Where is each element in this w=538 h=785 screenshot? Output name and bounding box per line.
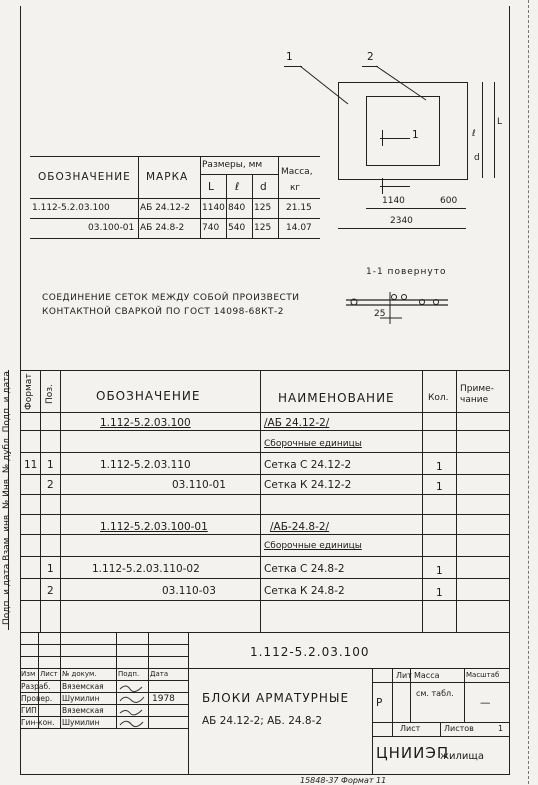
sheets-label: Листов — [444, 724, 474, 733]
col-note: Приме-чание — [460, 384, 494, 405]
sheet-edge — [528, 0, 529, 784]
scale-label: Масштаб — [466, 671, 500, 679]
title-line-2: АБ 24.12-2; АБ. 24.8-2 — [202, 715, 323, 727]
doc-number: 1.112-5.2.03.100 — [250, 645, 370, 659]
lit-value: Р — [376, 697, 383, 709]
note-line-2: КОНТАКТНОЙ СВАРКОЙ ПО ГОСТ 14098-68КТ-2 — [42, 307, 284, 317]
section-line — [380, 138, 410, 139]
lit-label: Лит — [396, 671, 412, 680]
col-mark: МАРКА — [146, 171, 189, 183]
dim-600: 600 — [440, 196, 458, 206]
org-logo: ЦНИИЭП — [376, 744, 450, 762]
mass-label: Масса — [414, 671, 440, 680]
specification-table: Формат Поз. ОБОЗНАЧЕНИЕ НАИМЕНОВАНИЕ Кол. Приме-чание 1.112-5.2.03.100 /АБ 24.12-2/ Сборочные единицы 11 1 1.112-5.2.03.110 Сетка С 24.12-2 1 2 03.110-01 Сетка К 24.12-2 1 1.112-5.2.03.100-01 /АБ-24.8-2/ Сборочные единицы 1 1.112-5.2.03.110-02 Сетка С 24.8-2 1 2 03.110-03 Сетка К 24.8-2 1 — [20, 370, 509, 632]
col-l: ℓ — [235, 181, 240, 193]
col-pos: Поз. — [45, 384, 55, 404]
section-title: 1-1 повернуто — [366, 267, 447, 277]
dim-1140: 1140 — [382, 196, 405, 206]
col-sizes: Размеры, мм — [202, 160, 263, 170]
dim-l: ℓ — [472, 129, 476, 139]
org-name: жилища — [440, 751, 484, 762]
title-line-1: БЛОКИ АРМАТУРНЫЕ — [202, 691, 350, 705]
dim-d: d — [474, 153, 480, 163]
dim-25: 25 — [374, 309, 386, 319]
col-d: d — [260, 181, 267, 193]
col-kg: кг — [290, 183, 301, 193]
col-designation: ОБОЗНАЧЕНИЕ — [38, 171, 131, 183]
sheet-label: Лист — [400, 724, 421, 733]
callout-1: 1 — [286, 51, 293, 63]
col-qty: Кол. — [428, 393, 449, 403]
footer-stamp: 15848-37 Формат 11 — [300, 776, 387, 785]
col-format: Формат — [24, 373, 34, 410]
leader-lines — [290, 60, 450, 110]
scale-value: — — [480, 697, 491, 709]
callout-2: 2 — [367, 51, 374, 63]
dim-2340: 2340 — [390, 216, 413, 226]
col-L: L — [208, 181, 214, 193]
mass-value: см. табл. — [416, 689, 454, 698]
col-designation: ОБОЗНАЧЕНИЕ — [96, 389, 201, 403]
signatures — [118, 680, 148, 728]
col-mass: Масса, — [281, 167, 313, 177]
dim-L: L — [497, 117, 503, 127]
section-mark-label: 1 — [412, 129, 419, 141]
title-block: 1.112-5.2.03.100 БЛОКИ АРМАТУРНЫЕ АБ 24.12-2; АБ. 24.8-2 Изм Лист № докум. Подп. Дата Разраб. Вяземская Провер. Шумилин 1978 ГИП Вяземская Гин-кон. Шумилин Лит Масса Масштаб Р см. табл. — Лист Листов 1 ЦНИИЭП жилища — [20, 632, 509, 774]
note-line-1: СОЕДИНЕНИЕ СЕТОК МЕЖДУ СОБОЙ ПРОИЗВЕСТИ — [42, 293, 300, 303]
marks-table: ОБОЗНАЧЕНИЕ МАРКА Размеры, мм Масса, L ℓ d кг 1.112-5.2.03.100 АБ 24.12-2 1140 840 125 21.15 03.100-01 АБ 24.8-2 740 540 125 14.07 — [30, 156, 320, 240]
sheets-value: 1 — [498, 724, 504, 733]
section-1-1-sketch — [344, 288, 454, 328]
side-strip-text: Подп. и дата Взам. инв. № Инв. № дубл. Подп. и дата — [2, 371, 12, 625]
col-name: НАИМЕНОВАНИЕ — [278, 391, 395, 405]
